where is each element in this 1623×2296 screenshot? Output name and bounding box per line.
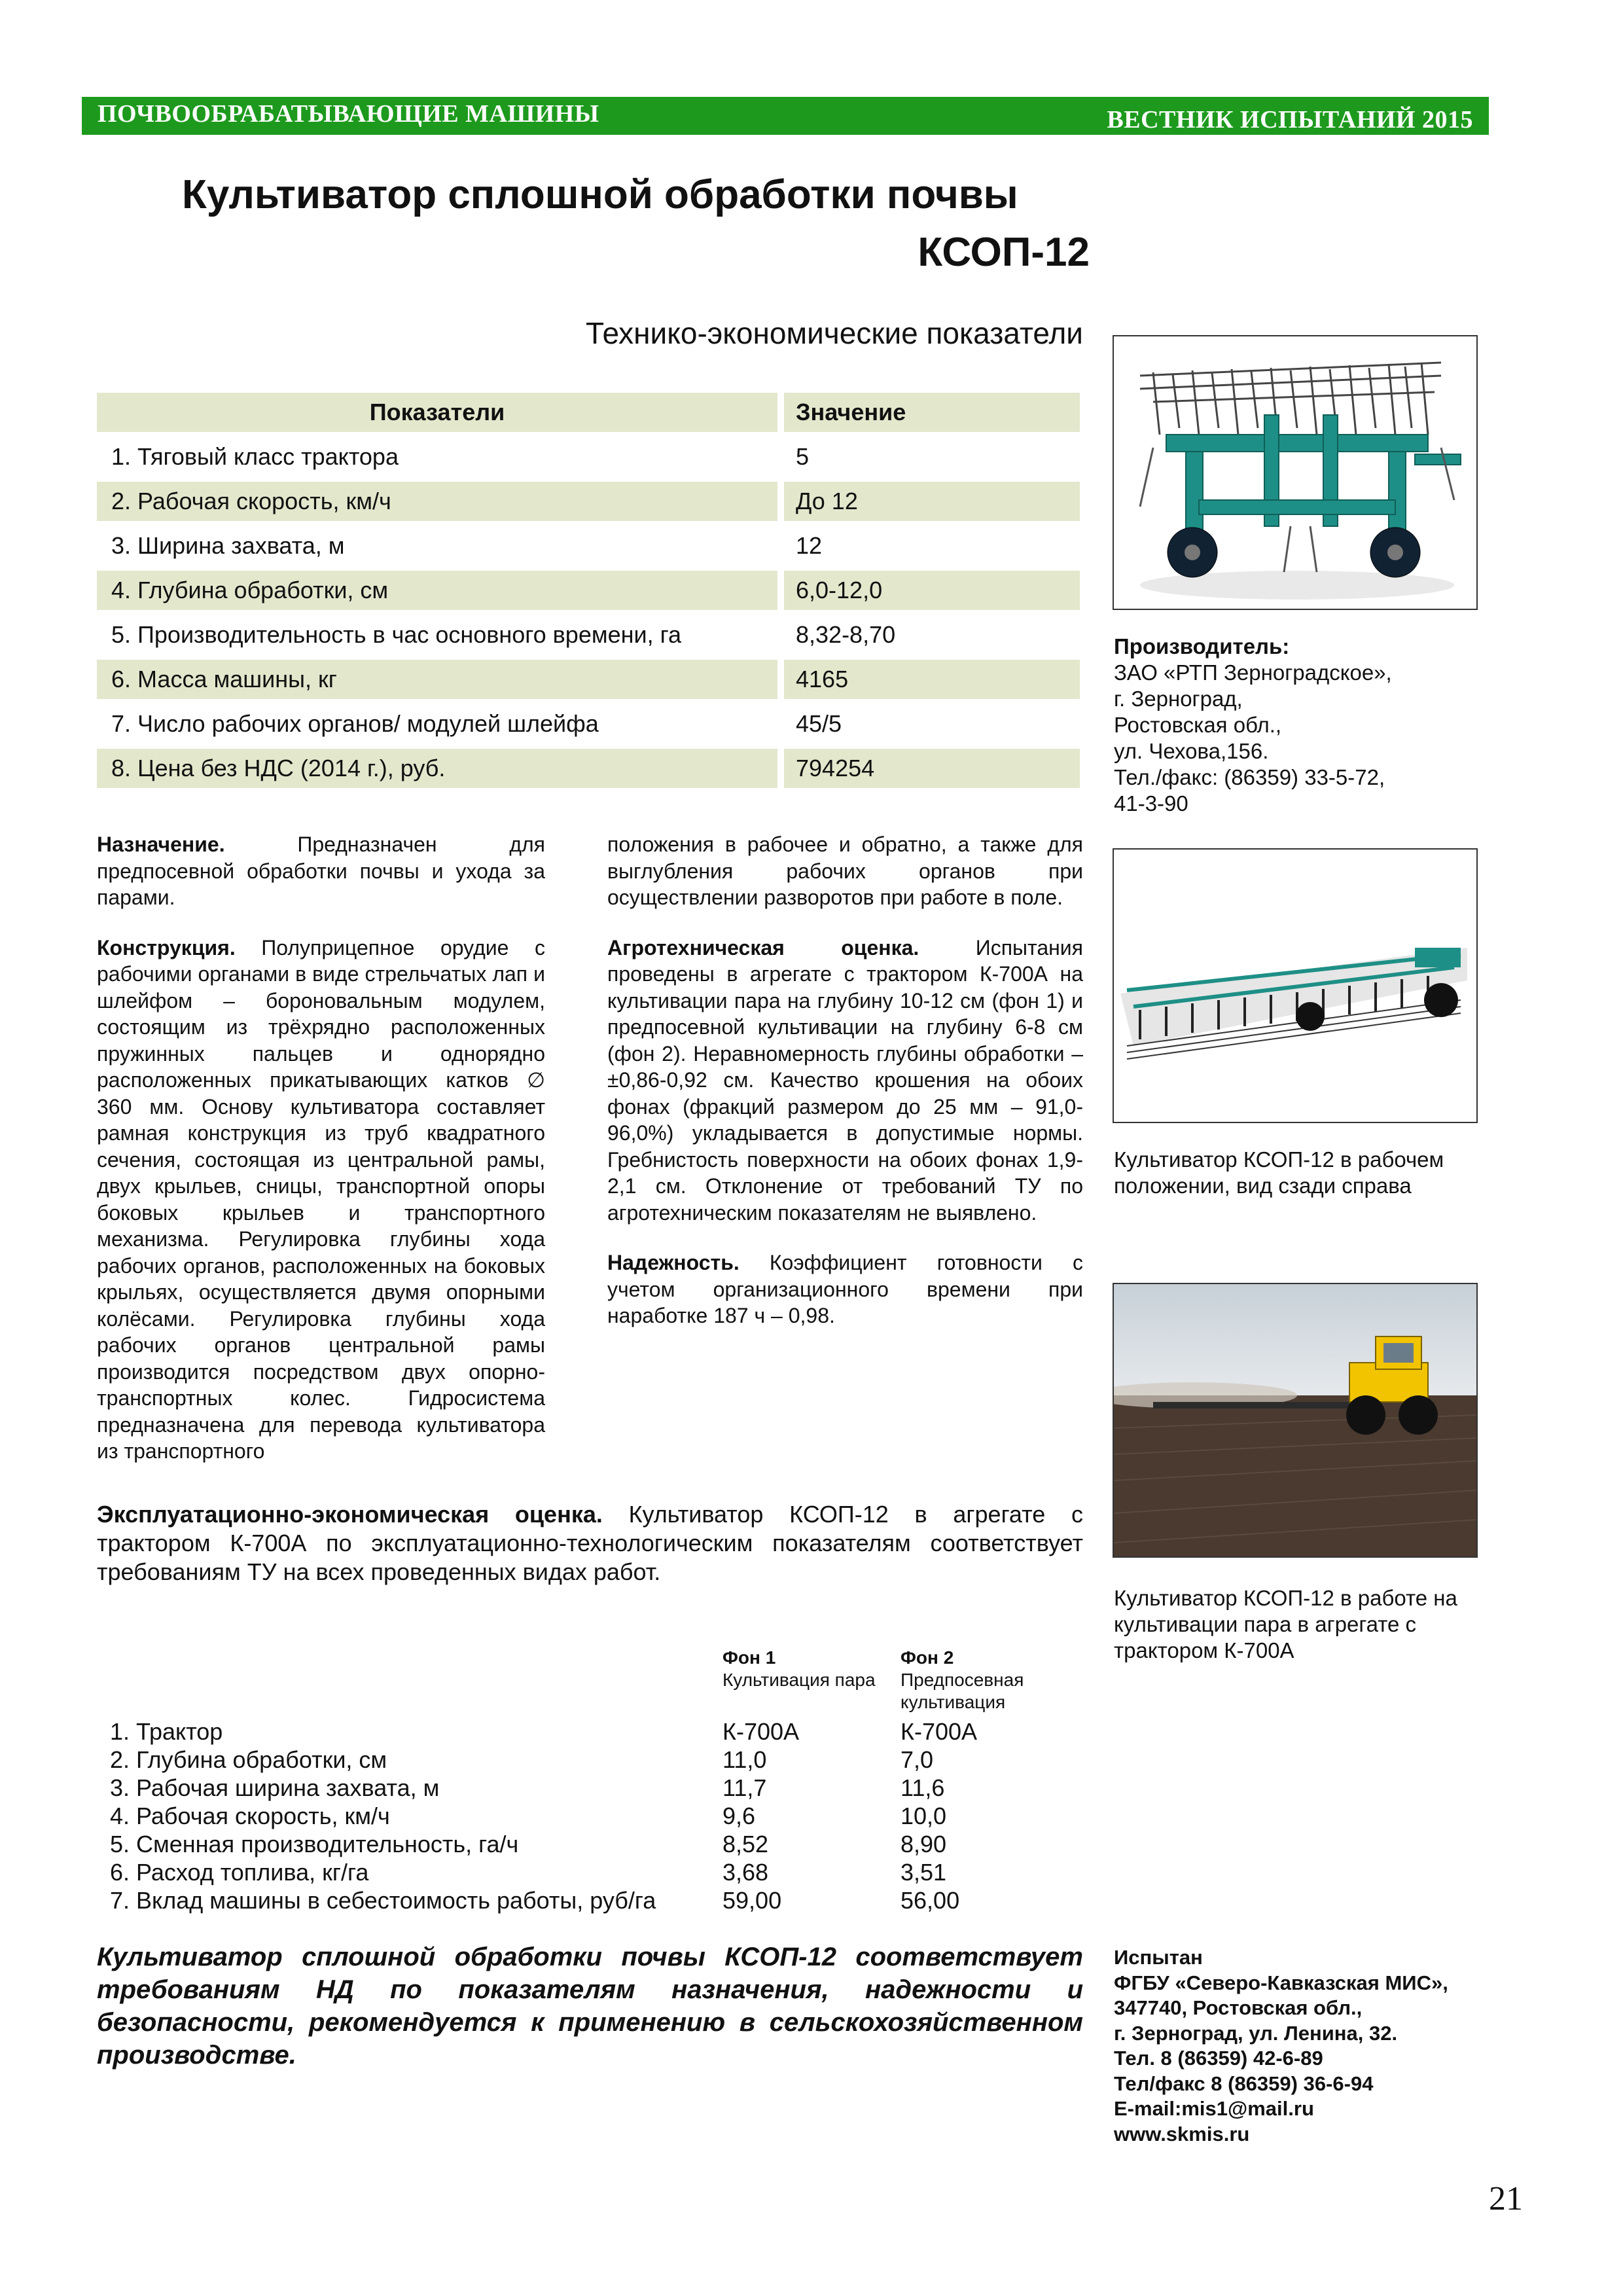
results-row bbox=[97, 1746, 1079, 1774]
spec-table bbox=[97, 393, 1080, 793]
spec-row bbox=[97, 526, 1080, 565]
agro-paragraph bbox=[607, 935, 1083, 1227]
spec-value: 8,32-8,70 bbox=[796, 621, 896, 648]
cultivator-working-illustration bbox=[1114, 850, 1476, 1122]
spec-row bbox=[97, 660, 1080, 699]
spec-label: 6. Масса машины, кг bbox=[97, 660, 777, 699]
spec-value: 5 bbox=[796, 443, 810, 470]
bg1-subtitle: Культивация пара bbox=[722, 1670, 876, 1690]
results-row bbox=[97, 1830, 1079, 1858]
result-value-bg2: 11,6 bbox=[901, 1774, 945, 1801]
manufacturer-line: ЗАО «РТП Зерноградское», bbox=[1114, 660, 1392, 685]
purpose-paragraph bbox=[97, 831, 545, 911]
result-value-bg1: 11,0 bbox=[722, 1746, 767, 1773]
page-number: 21 bbox=[1489, 2180, 1523, 2217]
tested-line: Тел. 8 (86359) 42-6-89 bbox=[1114, 2047, 1323, 2070]
tested-line: Тел/факс 8 (86359) 36-6-94 bbox=[1114, 2072, 1374, 2095]
manufacturer-line: 41-3-90 bbox=[1114, 791, 1188, 816]
body-column-left bbox=[97, 831, 545, 1488]
spec-value: 794254 bbox=[784, 749, 1080, 788]
journal-title: ВЕСТНИК ИСПЫТАНИЙ 2015 bbox=[1107, 106, 1473, 134]
design-paragraph bbox=[97, 935, 545, 1465]
manufacturer-label: Производитель: bbox=[1114, 634, 1290, 658]
spec-value: 45/5 bbox=[796, 710, 842, 737]
results-row bbox=[97, 1802, 1079, 1830]
result-label: 4. Рабочая скорость, км/ч bbox=[110, 1803, 390, 1829]
manufacturer-line: Тел./факс: (86359) 33-5-72, bbox=[1114, 765, 1385, 789]
spec-value: 12 bbox=[796, 532, 823, 559]
result-label: 7. Вклад машины в себестоимость работы, руб/га bbox=[110, 1887, 656, 1914]
cultivator-transport-photo bbox=[1113, 335, 1478, 610]
reliability-label: Надежность. bbox=[607, 1251, 740, 1274]
result-value-bg1: 11,7 bbox=[722, 1774, 767, 1801]
page-title-line1: Культиватор сплошной обработки почвы bbox=[182, 172, 1018, 217]
result-value-bg1: 3,68 bbox=[722, 1859, 769, 1886]
design-text-left: Полуприцепное орудие с рабочими органами в виде стрельчатых лап и шлейфом – бороновальным модулем, состоящим из трёхрядно расположенных пружинных пальцев и однорядно расположенных прикатывающих катков ∅ 360 мм. Основу культиватора составляет рамная конструкция из труб квадратного сечения, состоящая из центральной рамы, двух крыльев, сницы, транспортной опоры боковых крыльев и транспортного механизма. Регулировка глубины хода рабочих органов, расположенных на боковых крыльях, осуществляется двумя опорными колёсами. Регулировка глубины хода рабочих органов центральной рамы производится посредством двух опорно-транспортных колес. Гидросистема предназначена для перевода культиватора из транспортного bbox=[97, 935, 545, 1463]
reliability-text: Коэффициент готовности с учетом организационного времени при наработке 187 ч – 0,98. bbox=[607, 1251, 1083, 1327]
tractor-field-photo bbox=[1113, 1283, 1478, 1558]
spec-label: 4. Глубина обработки, см bbox=[97, 571, 777, 610]
result-value-bg1: 8,52 bbox=[722, 1831, 769, 1857]
spec-value: 6,0-12,0 bbox=[784, 571, 1080, 610]
spec-row bbox=[97, 615, 1080, 655]
tested-website: www.skmis.ru bbox=[1114, 2122, 1250, 2145]
result-label: 6. Расход топлива, кг/га bbox=[110, 1859, 369, 1886]
manufacturer-block bbox=[1114, 634, 1480, 817]
manufacturer-line: ул. Чехова,156. bbox=[1114, 739, 1269, 763]
spec-row bbox=[97, 749, 1080, 788]
tested-line: Испытан bbox=[1114, 1946, 1203, 1969]
results-row bbox=[97, 1886, 1079, 1914]
design-label: Конструкция. bbox=[97, 935, 236, 960]
cultivator-working-photo bbox=[1113, 848, 1478, 1123]
result-value-bg2: 7,0 bbox=[901, 1746, 934, 1773]
tested-line: 347740, Ростовская обл., bbox=[1114, 1996, 1363, 2019]
conclusion-paragraph: Культиватор сплошной обработки почвы КСОП-12 соответствует требованиям НД по показателям назначения, надежности и безопасности, рекомендуется к применению в сельскохозяйственном производстве. bbox=[97, 1943, 1083, 2070]
result-value-bg1: 9,6 bbox=[722, 1803, 756, 1829]
header-bar bbox=[82, 97, 1489, 135]
results-row bbox=[97, 1858, 1079, 1886]
spec-value: 4165 bbox=[784, 660, 1080, 699]
result-label: 5. Сменная производительность, га/ч bbox=[110, 1831, 519, 1857]
bg2-subtitle: Предпосевная культивация bbox=[901, 1670, 1024, 1712]
spec-row bbox=[97, 704, 1080, 744]
reliability-paragraph bbox=[607, 1249, 1083, 1329]
result-value-bg2: 8,90 bbox=[901, 1831, 947, 1857]
operational-text: Культиватор КСОП-12 в агрегате с трактором К-700А по эксплуатационно-технологическим показателям соответствует требованиям ТУ на всех проведенных видах работ. bbox=[97, 1501, 1083, 1585]
design-text-right: положения в рабочее и обратно, а также для выглубления рабочих органов при осуществлении разворотов при работе в поле. bbox=[607, 833, 1083, 909]
spec-value: До 12 bbox=[784, 482, 1080, 521]
spec-label: 5. Производительность в час основного времени, га bbox=[111, 621, 681, 648]
spec-label: 3. Ширина захвата, м bbox=[111, 532, 345, 559]
tested-line: г. Зерноград, ул. Ленина, 32. bbox=[1114, 2021, 1398, 2045]
bg2-title: Фон 2 bbox=[901, 1647, 954, 1668]
result-value-bg1: К-700А bbox=[722, 1718, 800, 1745]
operational-paragraph bbox=[97, 1500, 1083, 1587]
spec-label: 8. Цена без НДС (2014 г.), руб. bbox=[97, 749, 777, 788]
spec-label: 1. Тяговый класс трактора bbox=[111, 443, 399, 470]
result-label: 1. Трактор bbox=[110, 1718, 223, 1745]
result-value-bg2: 3,51 bbox=[901, 1859, 947, 1886]
results-row bbox=[97, 1774, 1079, 1802]
spec-col-param: Показатели bbox=[97, 393, 777, 432]
tested-line: ФГБУ «Северо-Кавказская МИС», bbox=[1114, 1971, 1448, 1994]
result-label: 3. Рабочая ширина захвата, м bbox=[110, 1774, 440, 1801]
result-value-bg2: 56,00 bbox=[901, 1887, 960, 1914]
spec-row bbox=[97, 437, 1080, 476]
photo2-caption: Культиватор КСОП-12 в рабочем положении, вид сзади справа bbox=[1114, 1147, 1444, 1198]
spec-row bbox=[97, 482, 1080, 521]
spec-row bbox=[97, 571, 1080, 610]
tested-email: E-mail:mis1@mail.ru bbox=[1114, 2097, 1314, 2120]
results-row bbox=[97, 1717, 1079, 1746]
body-column-right bbox=[607, 831, 1083, 1353]
operational-label: Эксплуатационно-экономическая оценка. bbox=[97, 1501, 603, 1528]
page-title-line2: КСОП-12 bbox=[918, 230, 1090, 275]
spec-label: 7. Число рабочих органов/ модулей шлейфа bbox=[111, 710, 599, 737]
tractor-field-illustration bbox=[1114, 1284, 1476, 1556]
agro-label: Агротехническая оценка. bbox=[607, 935, 919, 960]
result-value-bg1: 59,00 bbox=[722, 1887, 782, 1914]
result-label: 2. Глубина обработки, см bbox=[110, 1746, 387, 1773]
specs-subtitle: Технико-экономические показатели bbox=[586, 316, 1083, 350]
result-value-bg2: К-700А bbox=[901, 1718, 978, 1745]
spec-label: 2. Рабочая скорость, км/ч bbox=[97, 482, 777, 521]
results-bg1-header bbox=[722, 1647, 893, 1691]
purpose-text: Предназначен для предпосевной обработки почвы и ухода за парами. bbox=[97, 833, 545, 909]
tested-by-block bbox=[1114, 1945, 1493, 2147]
manufacturer-line: Ростовская обл., bbox=[1114, 713, 1282, 737]
section-title: ПОЧВООБРАБАТЫВАЮЩИЕ МАШИНЫ bbox=[98, 100, 599, 128]
agro-text: Испытания проведены в агрегате с трактором К-700А на культивации пара на глубину 10-12 см (фон 1) и предпосевной культивации на глубину 6-8 см (фон 2). Неравномерность глубины обработки – ±0,86-0,92 см. Качество крошения на обоих фонах (фракций размером до 25 мм – 91,0-96,0%) укладывается в допустимые нормы. Гребнистость поверхности на обоих фонах 1,9-2,1 см. Отклонение от требований ТУ по агротехническим показателям не выявлено. bbox=[607, 935, 1083, 1225]
spec-col-value: Значение bbox=[784, 393, 1080, 432]
cultivator-transport-illustration bbox=[1114, 336, 1476, 609]
bg1-title: Фон 1 bbox=[722, 1647, 776, 1668]
manufacturer-line: г. Зерноград, bbox=[1114, 687, 1243, 711]
result-value-bg2: 10,0 bbox=[901, 1803, 947, 1829]
purpose-label: Назначение. bbox=[97, 833, 225, 856]
photo3-caption: Культиватор КСОП-12 в работе на культивации пара в агрегате с трактором К-700А bbox=[1114, 1586, 1457, 1662]
design-paragraph-cont bbox=[607, 831, 1083, 911]
results-table bbox=[97, 1717, 1079, 1914]
results-bg2-header bbox=[901, 1647, 1071, 1713]
spec-table-header bbox=[97, 393, 1080, 432]
